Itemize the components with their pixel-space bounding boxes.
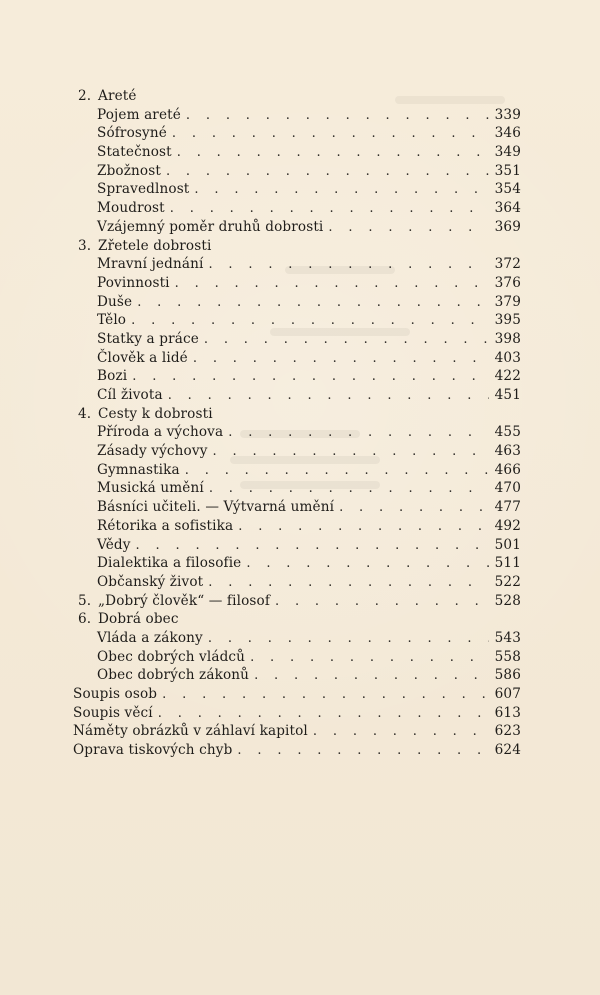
toc-entry — [73, 554, 521, 573]
dot-leader — [339, 499, 489, 518]
toc-entry-title: Soupis věcí — [73, 704, 153, 721]
toc-entry — [73, 610, 521, 629]
table-of-contents — [73, 87, 521, 760]
toc-entry — [73, 255, 521, 274]
toc-entry — [73, 592, 521, 611]
dot-leader — [158, 705, 489, 724]
toc-entry-title: Pojem areté — [97, 106, 181, 123]
toc-entry — [73, 629, 521, 648]
toc-entry-title: Zásady výchovy — [97, 443, 208, 460]
toc-entry-page-number: 624 — [494, 742, 521, 759]
toc-entry — [73, 180, 521, 199]
toc-entry-title: Vědy — [97, 536, 131, 553]
toc-entry-title: Spravedlnost — [97, 181, 190, 198]
toc-entry — [73, 423, 521, 442]
toc-entry-number: 3. — [78, 237, 92, 254]
dot-leader — [208, 256, 489, 275]
dot-leader — [185, 462, 489, 481]
toc-entry-page-number: 379 — [494, 293, 521, 310]
dot-leader — [193, 350, 489, 369]
toc-entry — [73, 367, 521, 386]
toc-entry — [73, 143, 521, 162]
toc-entry — [73, 573, 521, 592]
toc-entry-title: Sófrosyné — [97, 125, 167, 142]
toc-entry-number: 6. — [78, 611, 92, 628]
toc-entry-title: Tělo — [97, 312, 127, 329]
toc-entry-title: Rétorika a sofistika — [97, 517, 234, 534]
dot-leader — [238, 518, 489, 537]
dot-leader — [209, 480, 489, 499]
toc-entry-page-number: 339 — [494, 106, 521, 123]
toc-entry — [73, 274, 521, 293]
toc-entry — [73, 648, 521, 667]
toc-entry-page-number: 522 — [494, 573, 521, 590]
toc-entry — [73, 293, 521, 312]
dot-leader — [328, 219, 489, 238]
toc-entry-title: Mravní jednání — [97, 256, 204, 273]
toc-entry-page-number: 558 — [494, 648, 521, 665]
toc-entry-page-number: 613 — [494, 704, 521, 721]
toc-entry — [73, 517, 521, 536]
toc-entry — [73, 685, 521, 704]
dot-leader — [162, 686, 489, 705]
dot-leader — [136, 537, 489, 556]
toc-entry — [73, 199, 521, 218]
toc-entry-page-number: 372 — [494, 256, 521, 273]
toc-entry — [73, 330, 521, 349]
toc-entry-number: 5. — [78, 592, 92, 609]
toc-entry — [73, 461, 521, 480]
toc-entry-title: Moudrost — [97, 200, 165, 217]
toc-entry-title: Areté — [98, 88, 137, 104]
toc-entry-page-number: 466 — [494, 461, 521, 478]
toc-entry — [73, 442, 521, 461]
dot-leader — [246, 555, 489, 574]
toc-entry-page-number: 455 — [494, 424, 521, 441]
toc-entry — [73, 479, 521, 498]
toc-entry-title: Bozi — [97, 368, 128, 385]
toc-entry — [73, 106, 521, 125]
toc-entry-title: Náměty obrázků v záhlaví kapitol — [73, 723, 308, 740]
toc-entry-page-number: 501 — [494, 536, 521, 553]
dot-leader — [313, 723, 489, 742]
toc-entry-page-number: 528 — [494, 592, 521, 609]
toc-entry-title: Dobrá obec — [98, 611, 179, 628]
dot-leader — [137, 294, 489, 313]
toc-entry-title: Člověk a lidé — [97, 349, 188, 366]
toc-entry — [73, 536, 521, 555]
dot-leader — [254, 667, 489, 686]
toc-entry-page-number: 586 — [494, 667, 521, 684]
toc-entry-title: Cíl života — [97, 387, 163, 403]
toc-entry-page-number: 376 — [494, 274, 521, 291]
toc-entry-page-number: 492 — [494, 517, 521, 534]
toc-entry-page-number: 477 — [494, 499, 521, 516]
toc-entry-title: Obec dobrých zákonů — [97, 667, 250, 684]
dot-leader — [132, 368, 489, 387]
toc-entry-title: Vláda a zákony — [97, 629, 203, 646]
toc-entry-title: Obec dobrých vládců — [97, 648, 246, 665]
toc-entry — [73, 741, 521, 760]
dot-leader — [237, 742, 489, 761]
dot-leader — [177, 144, 489, 163]
dot-leader — [186, 107, 489, 126]
toc-entry-title: Soupis osob — [73, 686, 158, 702]
dot-leader — [228, 424, 489, 443]
toc-entry-page-number: 369 — [494, 218, 521, 235]
toc-entry-title: Statečnost — [97, 144, 172, 161]
toc-entry-page-number: 470 — [494, 480, 521, 497]
toc-entry-title: Vzájemný poměr druhů dobrosti — [97, 218, 324, 235]
dot-leader — [204, 331, 489, 350]
toc-entry — [73, 87, 521, 106]
dot-leader — [175, 275, 489, 294]
toc-entry — [73, 405, 521, 424]
toc-entry — [73, 666, 521, 685]
dot-leader — [208, 630, 489, 649]
toc-entry-title: Statky a práce — [97, 330, 199, 347]
dot-leader — [194, 181, 489, 200]
toc-entry-page-number: 395 — [494, 312, 521, 329]
toc-entry-title: Zřetele dobrosti — [98, 237, 212, 254]
toc-entry-title: Duše — [97, 293, 133, 310]
toc-entry — [73, 237, 521, 256]
toc-entry-title: Gymnastika — [97, 461, 180, 478]
toc-entry — [73, 162, 521, 181]
toc-entry-title: Povinnosti — [97, 274, 170, 291]
toc-entry-title: Musická umění — [97, 480, 204, 497]
toc-entry-title: Oprava tiskových chyb — [73, 742, 233, 759]
dot-leader — [275, 593, 489, 612]
toc-entry-title: Zbožnost — [97, 162, 161, 179]
toc-entry-number: 4. — [78, 405, 92, 422]
toc-entry — [73, 349, 521, 368]
toc-entry — [73, 722, 521, 741]
toc-entry-number: 2. — [78, 88, 92, 104]
toc-entry-title: Dialektika a filosofie — [97, 555, 242, 572]
dot-leader — [168, 387, 489, 406]
toc-entry-page-number: 403 — [494, 349, 521, 366]
toc-entry-page-number: 451 — [494, 387, 521, 403]
toc-entry — [73, 124, 521, 143]
toc-entry-page-number: 346 — [494, 125, 521, 142]
toc-entry — [73, 218, 521, 237]
toc-entry-title: Cesty k dobrosti — [98, 405, 213, 422]
toc-entry-page-number: 607 — [494, 686, 521, 702]
toc-entry-title: Občanský život — [97, 573, 204, 590]
toc-entry — [73, 311, 521, 330]
toc-entry-page-number: 511 — [494, 555, 521, 572]
toc-entry-page-number: 351 — [494, 162, 521, 179]
toc-entry-page-number: 349 — [494, 144, 521, 161]
dot-leader — [250, 649, 489, 668]
toc-entry-page-number: 398 — [494, 330, 521, 347]
dot-leader — [131, 312, 489, 331]
dot-leader — [213, 443, 489, 462]
toc-entry — [73, 498, 521, 517]
dot-leader — [170, 200, 489, 219]
toc-entry-page-number: 354 — [494, 181, 521, 198]
toc-entry-page-number: 364 — [494, 200, 521, 217]
toc-entry-title: Básníci učiteli. — Výtvarná umění — [97, 499, 335, 516]
toc-entry-title: Příroda a výchova — [97, 424, 224, 441]
toc-entry-page-number: 623 — [494, 723, 521, 740]
toc-entry — [73, 704, 521, 723]
dot-leader — [172, 125, 489, 144]
dot-leader — [208, 574, 489, 593]
toc-entry-page-number: 543 — [494, 629, 521, 646]
toc-entry-page-number: 422 — [494, 368, 521, 385]
toc-entry-title: „Dobrý člověk“ — filosof — [98, 592, 270, 609]
toc-entry — [73, 386, 521, 405]
dot-leader — [166, 163, 489, 182]
toc-entry-page-number: 463 — [494, 443, 521, 460]
